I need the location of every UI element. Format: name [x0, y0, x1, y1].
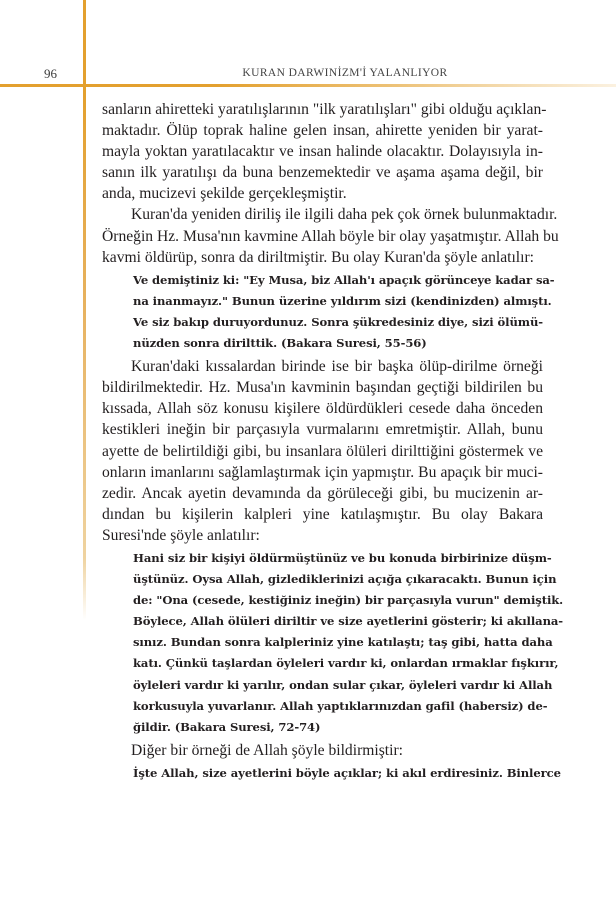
quote-line: katı. Çünkü taşlardan öyleleri vardır ki, onlardan ırmaklar fışkırır, [133, 656, 559, 671]
paragraph-4 [102, 740, 543, 761]
text-line: onların imanlarını sağlamlaştırmak için yapmıştır. Bu apaçık bir muci- [102, 463, 543, 481]
quote-line: korkusuyla yuvarlanır. Allah yaptıklarınızdan gafil (habersiz) de- [133, 698, 548, 713]
paragraph-2 [102, 204, 559, 267]
verse-quote-1 [133, 270, 555, 354]
paragraph-1 [102, 99, 547, 204]
quote-line: öyleleri vardır ki yarılır, ondan sular çıkar, öyleleri vardır ki Allah [133, 677, 553, 692]
quote-line: Böylece, Allah ölüleri diriltir ve size ayetlerini gösterir; ki akıllana- [133, 614, 564, 629]
text-line: maktadır. Ölüp toprak haline gelen insan, ahirette yeniden bir yarat- [102, 122, 543, 140]
quote-line: İşte Allah, size ayetlerini böyle açıklar; ki akıl erdiresiniz. Binlerce [133, 765, 561, 780]
text-line: Örneğin Hz. Musa'nın kavmine Allah böyle bir olay yaşatmıştır. Allah bu [102, 227, 559, 245]
text-line: bildirilmektedir. Hz. Musa'ın kavminin başından geçtiği bildirilen bu [102, 379, 543, 397]
quote-line: Hani siz bir kişiyi öldürmüştünüz ve bu konuda birbirinize düşm- [133, 550, 552, 565]
page-number: 96 [44, 66, 57, 81]
verse-quote-2 [133, 548, 564, 738]
text-line: zedir. Ancak ayetin devamında da görüleceği gibi, bu mucizenin ar- [102, 484, 543, 502]
horizontal-accent-rule [0, 84, 616, 87]
text-line: anda, mucizevi şekilde gerçekleşmiştir. [102, 185, 347, 203]
quote-line: de: "Ona (cesede, kestiğiniz ineğin) bir parçasıyla vurun" demiştik. [133, 593, 564, 608]
page-body [102, 99, 564, 786]
text-line: Kuran'daki kıssalardan birinde ise bir başka ölüp-dirilme örneği [131, 358, 543, 376]
quote-line: Ve siz bakıp duruyordunuz. Sonra şükredesiniz diye, sizi ölümü- [133, 314, 543, 329]
text-line: kavmi öldürüp, sonra da diriltmiştir. Bu olay Kuran'da şöyle anlatılır: [102, 248, 534, 266]
quote-line: sınız. Bundan sonra kalpleriniz yine katılaştı; taş gibi, hatta daha [133, 635, 553, 650]
text-line: dından bu kişilerin kalpleri yine katılaşmıştır. Bu olay Bakara [102, 505, 543, 523]
text-line: sanın ilk yaratılışı da buna benzemektedir ve aşama aşama değil, bir [102, 164, 543, 182]
text-line: Kuran'da yeniden diriliş ile ilgili daha pek çok örnek bulunmaktadır. [131, 206, 558, 224]
running-header-title: KURAN DARWINİZM'İ YALANLIYOR [242, 67, 448, 79]
text-line: mayla yoktan yaratılacaktır ve insan halinde olacaktır. Dolayısıyla in- [102, 143, 543, 161]
text-line: Suresi'nde şöyle anlatılır: [102, 526, 260, 544]
verse-quote-3 [133, 763, 561, 784]
paragraph-3 [102, 356, 543, 546]
text-line: Diğer bir örneği de Allah şöyle bildirmiştir: [131, 741, 403, 759]
quote-line: üştünüz. Oysa Allah, gizlediklerinizi açığa çıkaracaktı. Bunun için [133, 572, 557, 587]
quote-line: na inanmayız." Bunun üzerine yıldırım sizi (kendinizden) almıştı. [133, 293, 552, 308]
quote-line: nüzden sonra dirilttik. (Bakara Suresi, 55-56) [133, 336, 427, 351]
quote-line: Ve demiştiniz ki: "Ey Musa, biz Allah'ı apaçık görünceye kadar sa- [133, 272, 555, 287]
text-line: ayette de belirtildiği gibi, bu insanlara ölüleri dirilttiğini göstermek ve [102, 442, 543, 460]
quote-line: ğildir. (Bakara Suresi, 72-74) [133, 719, 321, 734]
vertical-accent-rule [83, 0, 86, 620]
text-line: sanların ahiretteki yaratılışlarının "ilk yaratılışları" gibi olduğu açıklan- [102, 101, 547, 118]
text-line: kıssada, Allah söz konusu kişilere öldürdükleri cesede daha önceden [102, 400, 543, 418]
text-line: kestikleri ineğin bir parçasıyla vurmalarını emretmiştir. Allah, bunu [102, 421, 543, 439]
